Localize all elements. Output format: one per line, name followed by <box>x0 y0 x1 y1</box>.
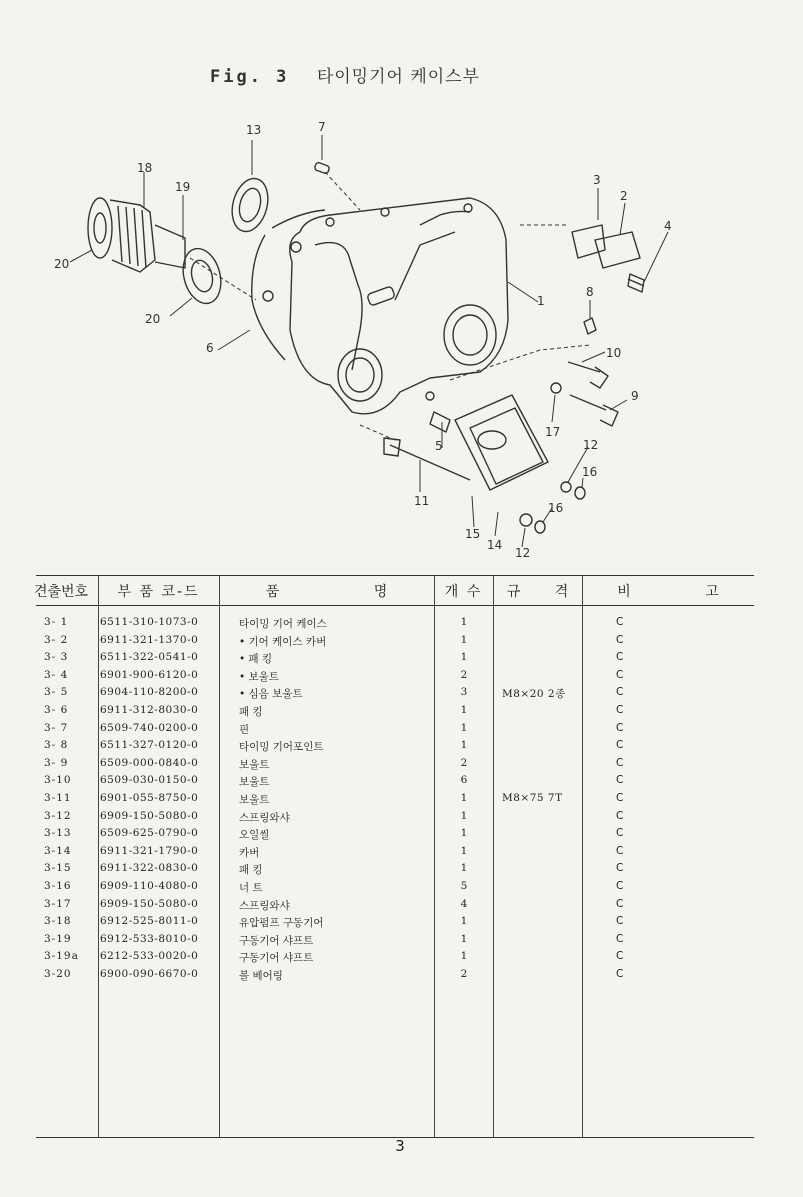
callout-label: 8 <box>586 285 594 299</box>
stud-11 <box>384 438 470 480</box>
part-number: 3- 4 <box>44 668 69 681</box>
drive-gear <box>110 200 155 272</box>
callout-label: 17 <box>545 425 561 439</box>
bolt-9 <box>570 395 618 426</box>
part-number: 3-15 <box>44 862 72 875</box>
part-note: C <box>616 880 624 892</box>
table-row <box>36 757 754 774</box>
header-note: 비 고 <box>617 584 719 600</box>
table-row <box>36 862 754 879</box>
bearing-left <box>88 198 112 258</box>
table-row <box>36 810 754 827</box>
oil-seal <box>227 175 274 236</box>
part-note: C <box>616 862 624 875</box>
part-name: 패 킹 <box>239 864 263 877</box>
part-quantity: 1 <box>460 651 468 664</box>
part-number: 3-16 <box>44 880 72 892</box>
gear-pointer-8 <box>584 318 596 334</box>
part-quantity: 2 <box>460 668 468 681</box>
part-spec: M8×20 2종 <box>502 688 566 701</box>
part-note: C <box>616 968 624 980</box>
callout-label: 16 <box>548 501 564 515</box>
header-qty: 개 수 <box>444 584 483 600</box>
part-code: 6509-625-0790-0 <box>100 827 199 840</box>
table-row <box>36 827 754 844</box>
part-name: 볼 베어링 <box>239 970 283 982</box>
part-quantity: 1 <box>460 950 468 963</box>
part-quantity: 1 <box>460 915 468 928</box>
part-number: 3-12 <box>44 809 72 822</box>
figure-name: 타이밍기어 케이스부 <box>316 67 481 87</box>
part-code: 6900-090-6670-0 <box>100 968 199 980</box>
part-number: 3- 7 <box>44 721 69 734</box>
part-note: C <box>616 809 624 822</box>
table-row <box>36 880 754 897</box>
part-note: C <box>616 686 624 699</box>
part-number: 3-11 <box>44 792 72 804</box>
callout-label: 9 <box>631 389 639 403</box>
part-code: 6212-533-0020-0 <box>100 950 199 963</box>
callout-label: 1 <box>537 294 545 308</box>
header-spec: 규 격 <box>506 584 569 600</box>
part-code: 6511-310-1073-0 <box>100 616 199 628</box>
table-row <box>36 774 754 791</box>
part-number: 3-18 <box>44 915 72 928</box>
packing <box>572 225 605 258</box>
callout-label: 10 <box>606 346 622 360</box>
part-note: C <box>616 721 624 734</box>
case-gasket <box>252 235 285 360</box>
callout-label: 11 <box>414 494 430 508</box>
part-quantity: 1 <box>460 739 468 752</box>
part-spec: M8×75 7T <box>502 792 563 804</box>
part-code: 6911-321-1790-0 <box>100 844 199 857</box>
part-quantity: 3 <box>460 686 468 699</box>
part-name: 유압펌프 구동기어 <box>239 917 324 930</box>
page-number: 3 <box>395 1137 405 1155</box>
callout-label: 19 <box>175 180 191 194</box>
part-number: 3- 1 <box>44 616 69 628</box>
header-name: 품 명 <box>265 584 388 600</box>
part-quantity: 6 <box>460 774 468 787</box>
part-code: 6509-000-0840-0 <box>100 756 199 769</box>
table-row <box>36 722 754 739</box>
table-row <box>36 669 754 686</box>
part-code: 6909-150-5080-0 <box>100 809 199 822</box>
part-note: C <box>616 616 624 628</box>
part-quantity: 4 <box>460 897 468 910</box>
part-quantity: 1 <box>460 792 468 804</box>
gear-pointer-plate <box>595 232 640 268</box>
part-quantity: 1 <box>460 704 468 716</box>
part-number: 3-13 <box>44 827 72 840</box>
part-quantity: 1 <box>460 633 468 646</box>
callout-label: 4 <box>664 219 672 233</box>
part-code: 6911-321-1370-0 <box>100 633 199 646</box>
part-note: C <box>616 915 624 928</box>
part-number: 3- 3 <box>44 651 69 664</box>
parts-table <box>33 575 754 1139</box>
part-note: C <box>616 844 624 857</box>
part-code: 6909-150-5080-0 <box>100 897 199 910</box>
part-quantity: 1 <box>460 809 468 822</box>
part-number: 3-19 <box>44 932 72 945</box>
callout-label: 15 <box>465 527 481 541</box>
callout-label: 2 <box>620 189 628 203</box>
part-code: 6901-055-8750-0 <box>100 792 199 804</box>
stud-5 <box>430 412 450 432</box>
part-name: • 기어 케이스 카버 <box>239 635 327 648</box>
part-quantity: 1 <box>460 932 468 945</box>
callout-label: 13 <box>246 123 262 137</box>
part-number: 3- 2 <box>44 633 69 646</box>
part-name: 보울트 <box>239 776 270 789</box>
table-row <box>36 704 754 721</box>
part-number: 3- 9 <box>44 756 69 769</box>
part-note: C <box>616 756 624 769</box>
table-row <box>36 651 754 668</box>
bolt-10 <box>568 362 608 388</box>
part-name: 스프링와샤 <box>239 899 290 912</box>
table-row <box>36 792 754 809</box>
part-code: 6911-322-0830-0 <box>100 862 199 875</box>
callout-label: 12 <box>583 438 599 452</box>
callout-label: 5 <box>435 439 443 453</box>
callout-label: 18 <box>137 161 153 175</box>
part-note: C <box>616 668 624 681</box>
part-quantity: 1 <box>460 844 468 857</box>
part-note: C <box>616 651 624 664</box>
cover-gasket <box>455 395 548 490</box>
header-code: 부 품 코-드 <box>117 584 200 600</box>
part-code: 6909-110-4080-0 <box>100 880 199 892</box>
part-number: 3- 6 <box>44 704 69 716</box>
callout-label: 3 <box>593 173 601 187</box>
part-note: C <box>616 774 624 787</box>
part-number: 3-20 <box>44 968 72 980</box>
part-note: C <box>616 827 624 840</box>
part-quantity: 1 <box>460 721 468 734</box>
callout-label: 20 <box>54 257 70 271</box>
table-row <box>36 933 754 950</box>
part-number: 3- 8 <box>44 739 69 752</box>
part-number: 3-10 <box>44 774 72 787</box>
part-code: 6912-525-8011-0 <box>100 915 199 928</box>
part-number: 3-14 <box>44 844 72 857</box>
table-row <box>36 739 754 756</box>
part-note: C <box>616 792 624 804</box>
table-row <box>36 950 754 967</box>
part-code: 6911-312-8030-0 <box>100 704 199 716</box>
part-code: 6509-030-0150-0 <box>100 774 199 787</box>
table-row <box>36 898 754 915</box>
callout-label: 14 <box>487 538 503 552</box>
part-name: 타이밍 기어 케이스 <box>239 618 327 630</box>
part-number: 3-17 <box>44 897 72 910</box>
table-row <box>36 845 754 862</box>
table-row <box>36 616 754 633</box>
figure-number: Fig. 3 <box>210 67 290 87</box>
part-quantity: 1 <box>460 616 468 628</box>
callout-label: 12 <box>515 546 531 560</box>
bolt-4 <box>628 274 644 292</box>
part-name: 너 트 <box>239 882 263 894</box>
part-note: C <box>616 739 624 752</box>
table-row <box>36 686 754 703</box>
header-no: 견출번호 <box>33 584 89 600</box>
part-name: 패 킹 <box>239 706 263 718</box>
part-quantity: 5 <box>460 880 468 892</box>
part-name: 보울트 <box>239 794 270 806</box>
part-code: 6904-110-8200-0 <box>100 686 199 699</box>
part-quantity: 2 <box>460 756 468 769</box>
part-code: 6511-327-0120-0 <box>100 739 199 752</box>
exploded-parts-diagram <box>0 0 803 570</box>
part-name: • 심음 보울트 <box>239 688 303 701</box>
callout-label: 7 <box>318 120 326 134</box>
part-name: • 보울트 <box>239 670 279 683</box>
part-note: C <box>616 932 624 945</box>
part-code: 6509-740-0200-0 <box>100 721 199 734</box>
part-name: 보울트 <box>239 758 270 771</box>
part-note: C <box>616 897 624 910</box>
part-number: 3- 5 <box>44 686 69 699</box>
part-code: 6511-322-0541-0 <box>100 651 199 664</box>
part-name: • 패 킹 <box>239 653 273 666</box>
part-name: 구동기어 샤프트 <box>239 934 314 947</box>
part-name: 스프링와샤 <box>239 811 290 824</box>
table-row <box>36 915 754 932</box>
part-note: C <box>616 950 624 963</box>
part-name: 오일씰 <box>239 829 270 842</box>
part-number: 3-19a <box>44 950 79 963</box>
table-row <box>36 634 754 651</box>
part-name: 카버 <box>239 846 260 859</box>
part-code: 6912-533-8010-0 <box>100 932 199 945</box>
callout-label: 6 <box>206 341 214 355</box>
part-note: C <box>616 633 624 646</box>
part-note: C <box>616 704 624 716</box>
callout-label: 20 <box>145 312 161 326</box>
part-name: 타이밍 기어포인트 <box>239 741 324 754</box>
part-quantity: 1 <box>460 827 468 840</box>
part-code: 6901-900-6120-0 <box>100 668 199 681</box>
part-name: 구동기어 샤프트 <box>239 952 314 965</box>
part-quantity: 2 <box>460 968 468 980</box>
table-row <box>36 968 754 985</box>
part-name: 핀 <box>239 723 250 736</box>
callout-label: 16 <box>582 465 598 479</box>
part-quantity: 1 <box>460 862 468 875</box>
